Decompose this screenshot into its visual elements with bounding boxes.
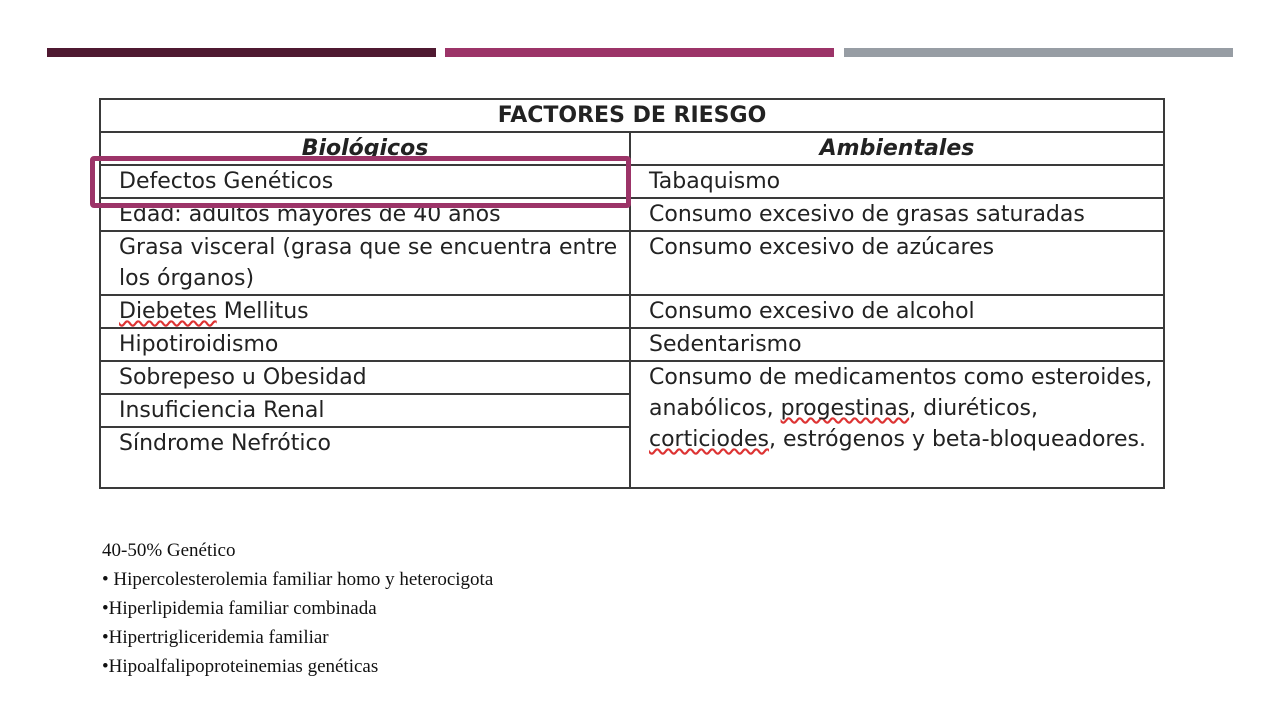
list-item: •Hipertrigliceridemia familiar bbox=[102, 627, 329, 648]
header-ambientales: Ambientales bbox=[630, 132, 1164, 165]
env-cell: Consumo excesivo de grasas saturadas bbox=[630, 198, 1164, 231]
table-title: FACTORES DE RIESGO bbox=[100, 99, 1164, 132]
bio-cell: Diebetes Mellitus bbox=[100, 295, 630, 328]
misspelled-word: progestinas bbox=[780, 396, 910, 421]
notes-heading: 40-50% Genético bbox=[102, 540, 236, 561]
list-item: •Hipoalfalipoproteinemias genéticas bbox=[102, 656, 379, 677]
table-row bbox=[100, 328, 1164, 361]
bio-cell: Síndrome Nefrótico bbox=[100, 427, 630, 488]
env-cell: Consumo excesivo de alcohol bbox=[630, 295, 1164, 328]
accent-bar-dark bbox=[47, 48, 436, 57]
misspelled-word: corticiodes bbox=[649, 427, 769, 452]
table-row bbox=[100, 231, 1164, 295]
bio-cell: Insuficiencia Renal bbox=[100, 394, 630, 427]
list-item: •Hiperlipidemia familiar combinada bbox=[102, 598, 377, 619]
genetic-notes bbox=[102, 536, 493, 681]
table-title-row bbox=[100, 99, 1164, 132]
bio-cell: Hipotiroidismo bbox=[100, 328, 630, 361]
env-cell: Consumo excesivo de azúcares bbox=[630, 231, 1164, 295]
list-item: • Hipercolesterolemia familiar homo y heterocigota bbox=[102, 569, 494, 590]
env-cell: Sedentarismo bbox=[630, 328, 1164, 361]
accent-bar-magenta bbox=[445, 48, 834, 57]
accent-bar-gray bbox=[844, 48, 1233, 57]
bio-cell: Edad: adultos mayores de 40 años bbox=[100, 198, 630, 231]
table-row bbox=[100, 295, 1164, 328]
header-biologicos: Biológicos bbox=[100, 132, 630, 165]
bio-cell: Grasa visceral (grasa que se encuentra entre los órganos) bbox=[100, 231, 630, 295]
highlight-box bbox=[90, 156, 631, 208]
env-cell: Tabaquismo bbox=[630, 165, 1164, 198]
bio-cell: Defectos Genéticos bbox=[100, 165, 630, 198]
table-row bbox=[100, 361, 1164, 394]
env-cell-medicamentos: Consumo de medicamentos como esteroides, anabólicos, progestinas, diuréticos, corticiodes, estrógenos y beta-bloqueadores. bbox=[630, 361, 1164, 488]
misspelled-word: Diebetes bbox=[119, 299, 217, 324]
bio-cell: Sobrepeso u Obesidad bbox=[100, 361, 630, 394]
